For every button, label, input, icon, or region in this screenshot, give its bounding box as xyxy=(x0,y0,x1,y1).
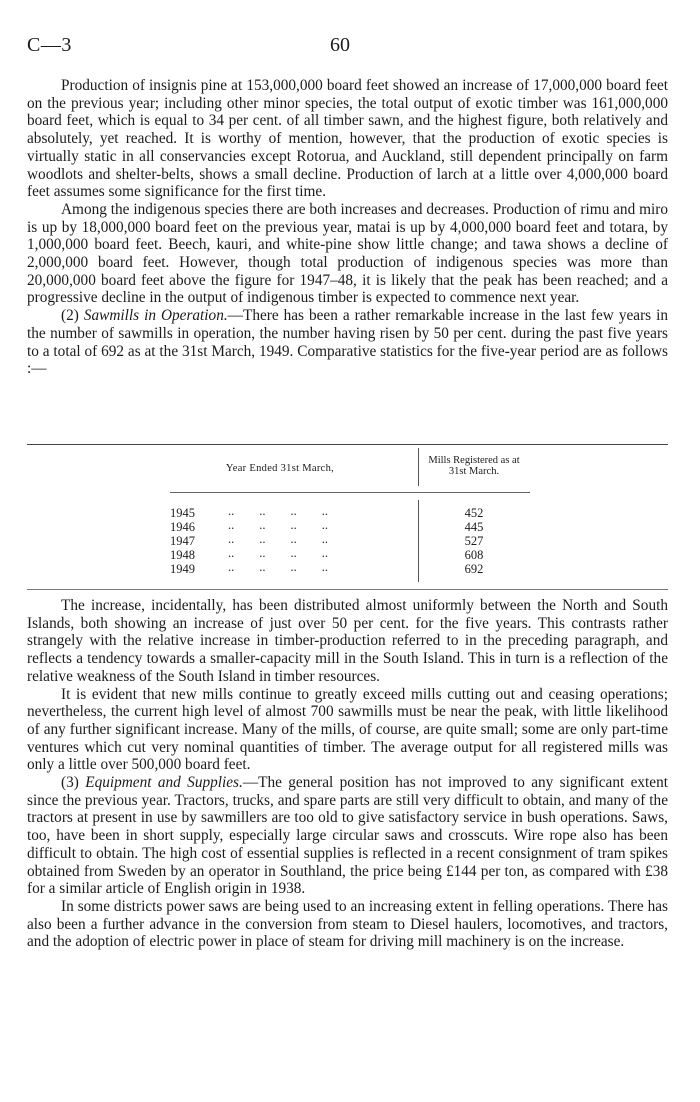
row-mills: 692 xyxy=(464,562,484,576)
row-year: 1948 xyxy=(170,548,195,562)
paragraph-equipment-supplies xyxy=(27,774,668,898)
paragraph-indigenous-species: Among the indigenous species there are both increases and decreases. Production of rimu and miro is up by 18,000,000 board feet on the previous year, matai is up by 4,000,000 board feet and totara, by 1,000,000 board feet. Beech, kauri, and white-pine show little change; and tawa shows a decline of 2,000,000 board feet. However, though total production of indigenous species was more than 20,000,000 board feet above the figure for 1947–48, it is likely that the peak has been reached; and a progressive decline in the output of indigenous timber is expected to commence next year. xyxy=(27,200,668,307)
paragraph-sawmills-in-operation xyxy=(27,307,668,378)
leader-dots: .. .. .. .. xyxy=(228,546,328,560)
row-year: 1946 xyxy=(170,520,195,534)
paragraph-island-distribution: The increase, incidentally, has been distributed almost uniformly between the North and South Islands, both showing an increase of just over 50 per cent. for the five years. This contrasts rather strangely with the relative increase in timber-production referred to in the preceding paragraph, and reflects a tendency towards a smaller-capacity mill in the South Island. This in turn is a reflection of the relative weakness of the South Island in timber resources. xyxy=(27,597,668,685)
leader-dots: .. .. .. .. xyxy=(228,560,328,574)
text-block-top xyxy=(27,77,668,378)
text-block-bottom xyxy=(27,597,668,951)
column-header-year: Year Ended 31st March, xyxy=(225,463,335,474)
report-reference: C—3 xyxy=(27,34,72,56)
section-text-equipment: —The general position has not improved to any significant extent since the previous year. Tractors, trucks, and spare parts are still very difficult to obtain, and many of the tractors at present in use by sawmillers are too old to give satisfactory service in bush operations. Saws, too, have been in short supply, especially large circular saws and crosscuts. Wire rope also has been difficult to obtain. The high cost of essential supplies is reflected in a recent consignment of tram spikes obtained from Sweden by an operator in Southland, the price being £144 per ton, as compared with £38 for a similar article of English origin in 1938. xyxy=(27,774,668,898)
header-bottom-rule xyxy=(170,492,530,493)
leader-dots: .. .. .. .. xyxy=(228,504,328,518)
row-year: 1947 xyxy=(170,534,195,548)
section-heading-equipment: Equipment and Supplies. xyxy=(85,774,243,792)
row-mills: 527 xyxy=(464,534,484,548)
column-header-mills: Mills Registered as at 31st March. xyxy=(428,455,520,477)
section-number: (3) xyxy=(61,774,79,792)
table-bottom-rule xyxy=(27,589,668,590)
table-row xyxy=(170,562,530,576)
row-mills: 608 xyxy=(464,548,484,562)
leader-dots: .. .. .. .. xyxy=(228,518,328,532)
page-number: 60 xyxy=(330,34,350,56)
row-year: 1945 xyxy=(170,506,195,520)
section-text-sawmills: —There has been a rather remarkable increase in the last few years in the number of sawmills in operation, the number having risen by 50 per cent. during the past five years to a total of 692 as at the 31st March, 1949. Comparative statistics for the five-year period are as follows :— xyxy=(27,307,668,378)
leader-dots: .. .. .. .. xyxy=(228,532,328,546)
header-divider xyxy=(418,448,419,486)
paragraph-power-saws: In some districts power saws are being used to an increasing extent in felling operations. There has also been a further advance in the conversion from steam to Diesel haulers, locomotives, and tractors, and the adoption of electric power in place of steam for driving mill machinery is on the increase. xyxy=(27,897,668,951)
paragraph-exotic-production: Production of insignis pine at 153,000,000 board feet showed an increase of 17,000,000 board feet on the previous year; including other minor species, the total output of exotic timber was 161,000,000 board feet, which is equal to 34 per cent. of all timber sawn, and the highest figure, both relatively and absolutely, yet reached. It is worthy of mention, however, that the production of exotic species is virtually static in all conservancies except Rotorua, and Auckland, still dependent principally on farm woodlots and shelter-belts, shows a small decline. Production of larch at a little over 4,000,000 board feet assumes some significance for the first time. xyxy=(27,77,668,201)
table-top-rule xyxy=(27,444,668,445)
paragraph-new-mills: It is evident that new mills continue to greatly exceed mills cutting out and ceasing operations; nevertheless, the current high level of almost 700 sawmills must be near the peak, with little likelihood of any further significant increase. Many of the mills, of course, are quite small; some are only part-time ventures which cut very nominal quantities of timber. The average output for all registered mills was only a little over 500,000 board feet. xyxy=(27,685,668,774)
row-mills: 452 xyxy=(464,506,484,520)
section-heading-sawmills: Sawmills in Operation. xyxy=(83,307,228,325)
row-mills: 445 xyxy=(464,520,484,534)
section-number: (2) xyxy=(61,307,79,325)
row-year: 1949 xyxy=(170,562,195,576)
